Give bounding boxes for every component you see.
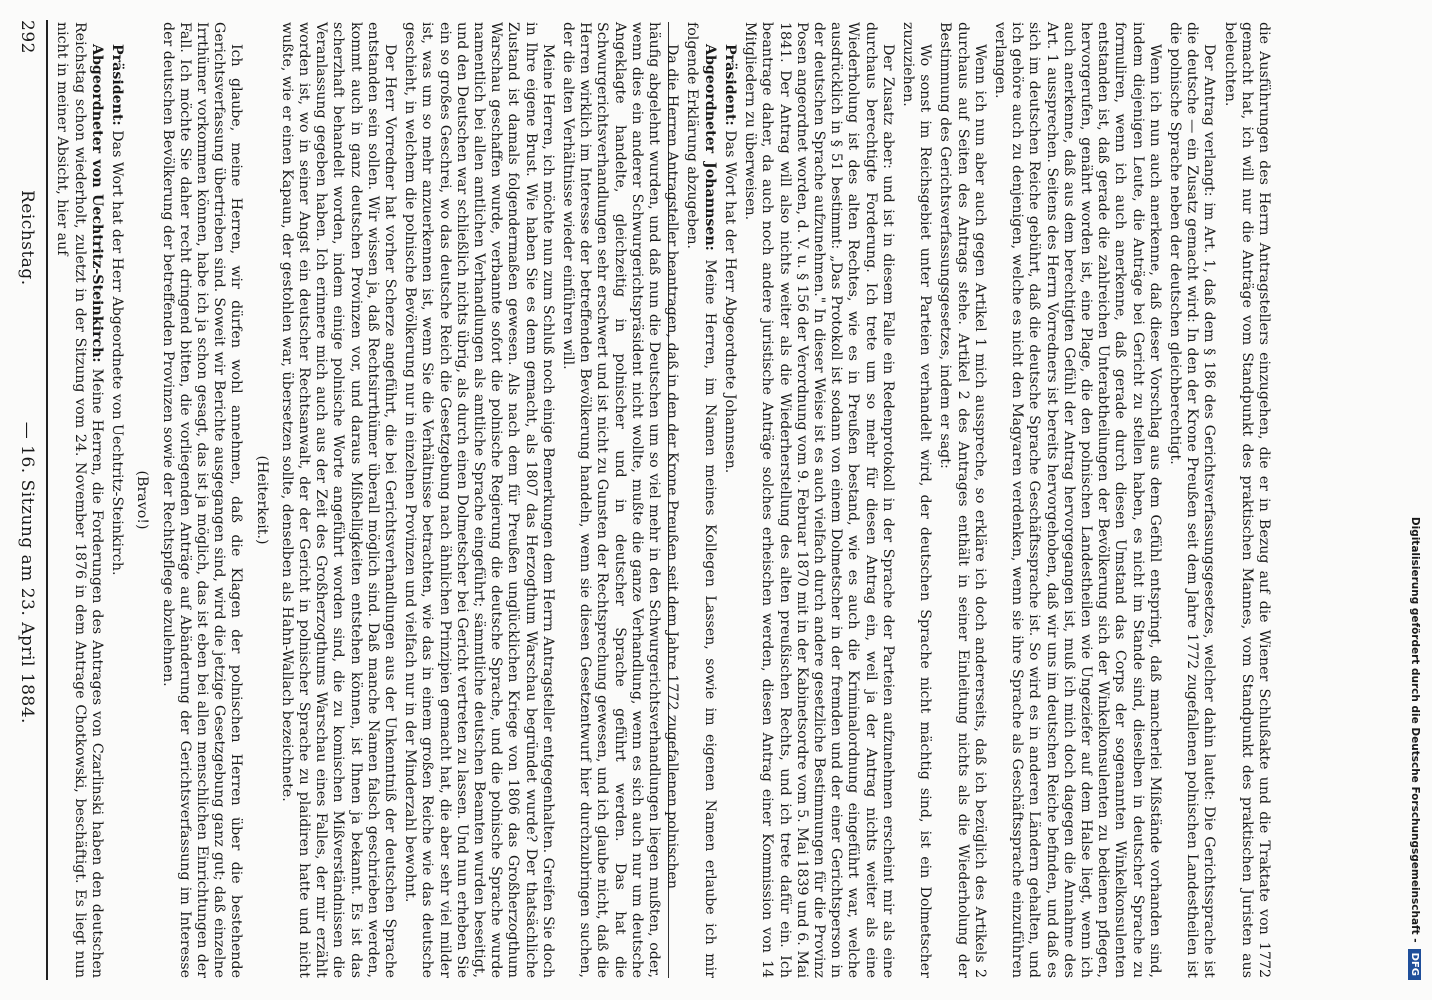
page-header [12, 20, 42, 980]
publication-title: Reichstag. [17, 189, 37, 286]
speech-text: Das Wort hat der Herr Abgeordnete von Uechtritz-Steinkirch. [109, 130, 126, 576]
paragraph: Der Herr Vorredner hat vorher Scherze angeführt, die bei Gerichtsverhandlungen aus der Unkenntniß der deutschen Sprache entstanden sein sollen. Wir wissen ja, daß Rechtsirrthümer überall möglich sind. Daß manche Namen falsch geschrieben werden, kommt auch in ganz deutschen Provinzen vor, und daraus Mißhelligkeiten entstehen können, ist Ihnen ja bekannt. Es ist das scherzhaft behandelt worden, indem einige polnische Worte angeführt worden sind, die zu komischen Mißverständnissen die Veranlassung gegeben haben. Ich erinnere mich auch aus der Zeit des Großherzogthums Warschau eines Falles, der mir erzählt worden ist, wo in seiner Angst ein deutscher Rechtsanwalt, der der Gericht in polnischer Sprache zu plaidiren hatte und nicht wußte, wie er einen Kapaun, der gestohlen war, übersetzen sollte, denselben als Hahn-Wallach bezeichnete. [278, 22, 398, 978]
paragraph: häufig abgelehnt wurden, und daß nun die Deutschen um so viel mehr in den Schwurgerichtsverhandlungen liegen mußten, oder, wenn dies ein anderer Schwurgerichtspräsident nicht wollte, mußte die ganze Verhandlung, wenn es sich auch nur um deutsche Angeklagte handelte, gleichzeitig in polnischer und in deutscher Sprache geführt werden. Das hat die Schwurgerichtsverhandlungen sehr erschwert und ist nicht zu Gunsten der Rechtsprechung gewesen, und ich glaube nicht, daß die Herren wirklich im Interesse der betreffenden Bevölkerung handeln, wenn sie diesen Gesetzentwurf hier durchzubringen suchen, der die alten Verhältnisse wieder einführen will. [559, 22, 662, 978]
speech-text: Meine Herren, die Forderungen des Antrages von Czarlinski haben den deutschen Reichstag schon wiederholt, zuletzt in der Sitzung vom 24. November 1876 in dem Antrage Chotkowski, beschäftigt. Es liegt nun nicht in meiner Absicht, hier auf [54, 22, 105, 978]
paragraph: Wenn ich nun aber auch gegen Artikel 1 mich ausspreche, so erkläre ich doch andererseits, daß ich bezüglich des Artikels 2 durchaus auf Seiten des Antrags stehe. Artikel 2 des Antrages enthält in seiner Einleitung nichts als die Wiederholung der Bestimmung des Gerichtsverfassungsgesetzes, indem er sagt: [937, 22, 988, 978]
paragraph: die Ausführungen des Herrn Antragstellers einzugehen, die er in Bezug auf die Wiener Schlußakte und die Traktate von 1772 gemacht hat, ich will nur die Anträge vom Standpunkt des praktischen Mannes, vom Standpunkt des praktischen Juristen aus beleuchten. [1221, 22, 1272, 978]
speaker-label: Abgeordneter von Uechtritz-Steinkirch: [88, 44, 105, 363]
interjection: (Heiterkeit.) [253, 455, 270, 545]
paragraph: Wenn ich nun auch anerkenne, daß dieser Vorschlag aus dem Gefühl entspringt, daß mancherlei Mißstände vorhanden sind, indem diejenigen Leute, die Anträge bei Gericht zu stellen haben, es nicht im Stande sind, dieselben in deutscher Sprache zu formuliren, wenn ich auch anerkenne, daß gerade durch diesen Umstand das Corps der sogenannten Winkelkonsulenten entstanden ist, daß gerade die zahlreichen Unterabtheilungen der Bevölkerung sich der Winkelkonsulenten zu bedienen pflegen, hervorgerufen, genährt worden ist, eine Plage, die den polnischen Landestheilen wie Ungeziefer auf dem Halse liegt, wenn ich auch anerkenne, daß aus dem berechtigten Gefühl der Antrag hervorgegangen ist, muß ich mich doch dagegen die Annahme des Art. 1 aussprechen. Seitens des Herrn Vorredners ist bereits hervorgehoben, daß wir uns im deutschen Reiche befinden, und daß es sich im deutschen Reiche gebührt, daß die deutsche Sprache Geschäftssprache ist. So wird es in anderen Ländern gehalten, und ich gehöre auch zu denjenigen, welche es nicht den Magyaren verdenken, wenn sie ihre Sprache als Geschäftssprache einzuführen verlangen. [991, 22, 1163, 978]
left-column [54, 22, 662, 978]
page-number: 292 [17, 20, 37, 54]
paragraph: Der Antrag verlangt: im Art. 1, daß dem § 186 des Gerichtsverfassungsgesetzes, welcher dahin lautet: Die Gerichtssprache ist die deutsche — ein Zusatz gemacht wird: In den der Krone Preußen seit dem Jahre 1772 zugefallenen polnischen Landestheilen ist die polnische Sprache neben der deutschen gleichberechtigt. [1166, 22, 1218, 978]
paragraph: Meine Herren, ich möchte nun zum Schluß noch einige Bemerkungen dem Herrn Antragsteller entgegenhalten. Greifen Sie doch in Ihre eigene Brust. Wie haben Sie es denn gemacht, als 1807 das Herzogthum Warschau begründet wurde? Der thatsächliche Zustand ist damals folgendermaßen gewesen. Als nach dem für Preußen unglücklichen Kriege von 1806 das Großherzogthum Warschau geschaffen wurde, verbannte sofort die polnische Regierung die deutsche Sprache, und die polnische Sprache wurde namentlich bei allen amtlichen Verhandlungen als amtliche Sprache eingeführt; sämmtliche deutschen Beamten wurden beseitigt, und den Deutschen war schließlich nichts übrig, als durch einen Dolmetscher bei Gericht vertreten zu lassen. Und nun erheben Sie ein so großes Geschrei, wo das deutsche Reich die Gesetzgebung nach ähnlichen Prinzipien gemacht hat, die aber sehr viel milder ist, was um so mehr anzuerkennen ist, wenn Sie die Verhältnisse betrachten, wie das in einem großen Reiche wie das deutsche geschieht, in welchem die polnische Bevölkerung nur in einzelnen Provinzen und vielfach nur in der Minderzahl bewohnt. [402, 22, 556, 978]
paragraph: Ich glaube, meine Herren, wir dürfen wohl annehmen, daß die Klagen der polnischen Herren über die bestehende Gerichtsverfassung übertrieben sind. Soweit wir Berichte ausgegangen sind, wird die jetzige Gesetzgebung ganz gut; daß einzelne Irrthümer vorkommen können, habe ich ja schon gesagt, das ist ja möglich, das ist eben bei allen menschlichen Einrichtungen der Fall. Ich möchte Sie daher recht dringend bitten, die vorliegenden Anträge auf Abänderung der Gerichtsverfassung im Interesse der deutschen Bevölkerung der betreffenden Provinzen sowie der Rechtspflege abzulehnen. [159, 22, 245, 978]
speech-text: Meine Herren, im Namen meines Kollegen Lassen, sowie im eigenen Namen erlaube ich mir folgende Erklärung abzugeben. [684, 22, 718, 978]
speaker-label: Präsident: [109, 44, 126, 126]
paragraph: Wo sonst im Reichsgebiet unter Parteien verhandelt wird, der deutschen Sprache nicht mächtig sind, ist ein Dolmetscher zuzuziehen. [899, 22, 934, 978]
speech-text: Das Wort hat der Herr Abgeordnete Johannsen. [721, 130, 738, 474]
paragraph: Da die Herren Antragsteller beantragen, daß in den der Krone Preußen seit dem Jahre 1772 zugefallenen polnischen [664, 44, 681, 890]
interjection: (Bravo!) [134, 470, 151, 530]
session-title: — 16. Sitzung am 23. April 1884. [17, 421, 37, 724]
right-column [664, 22, 1272, 978]
digitization-credit [1404, 20, 1426, 980]
paragraph: Der Zusatz aber: und ist in diesem Falle ein Redenprotokoll in der Sprache der Parteien aufzunehmen erscheint mir als eine durchaus berechtigte Forderung. Ich trete um so mehr für diesen Antrag ein, weil ja der Antrag nichts weiter als eine Wiederholung ist des alten Rechtes, wie es in Preußen bestand, wie es auch die Kriminalordnung eingeführt war, welche ausdrücklich in § 51 bestimmt: „Das Protokoll ist sodann von einem Dolmetscher in der fremden und der einer Gerichtsperson in der deutschen Sprache aufzunehmen." In dieser Weise ist es auch vielfach durch andere gesetzliche Bestimmungen für die Provinz Posen angeordnet worden, d. V. u. § 156 der Verordnung vom 9. Februar 1870 mit in der Kabinetsordre vom 5. Mai 1839 und 6. Mai 1841. Der Antrag will also nichts weiter als die Wiederherstellung des alten preußischen Rechts, und ich trete dafür ein. Ich beantrage daher, da auch noch andere juristische Anträge solches erheischen werden, diesen Antrag einer Kommission von 14 Mitgliedern zu überweisen. [742, 22, 896, 978]
dfg-logo: DFG [1409, 949, 1422, 980]
speaker-label: Abgeordneter Johannsen: [701, 44, 718, 251]
speaker-label: Präsident: [721, 44, 738, 126]
header-rule [46, 20, 48, 980]
credit-text: Digitalisierung gefördert durch die Deutsche Forschungsgemeinschaft - [1409, 516, 1421, 943]
